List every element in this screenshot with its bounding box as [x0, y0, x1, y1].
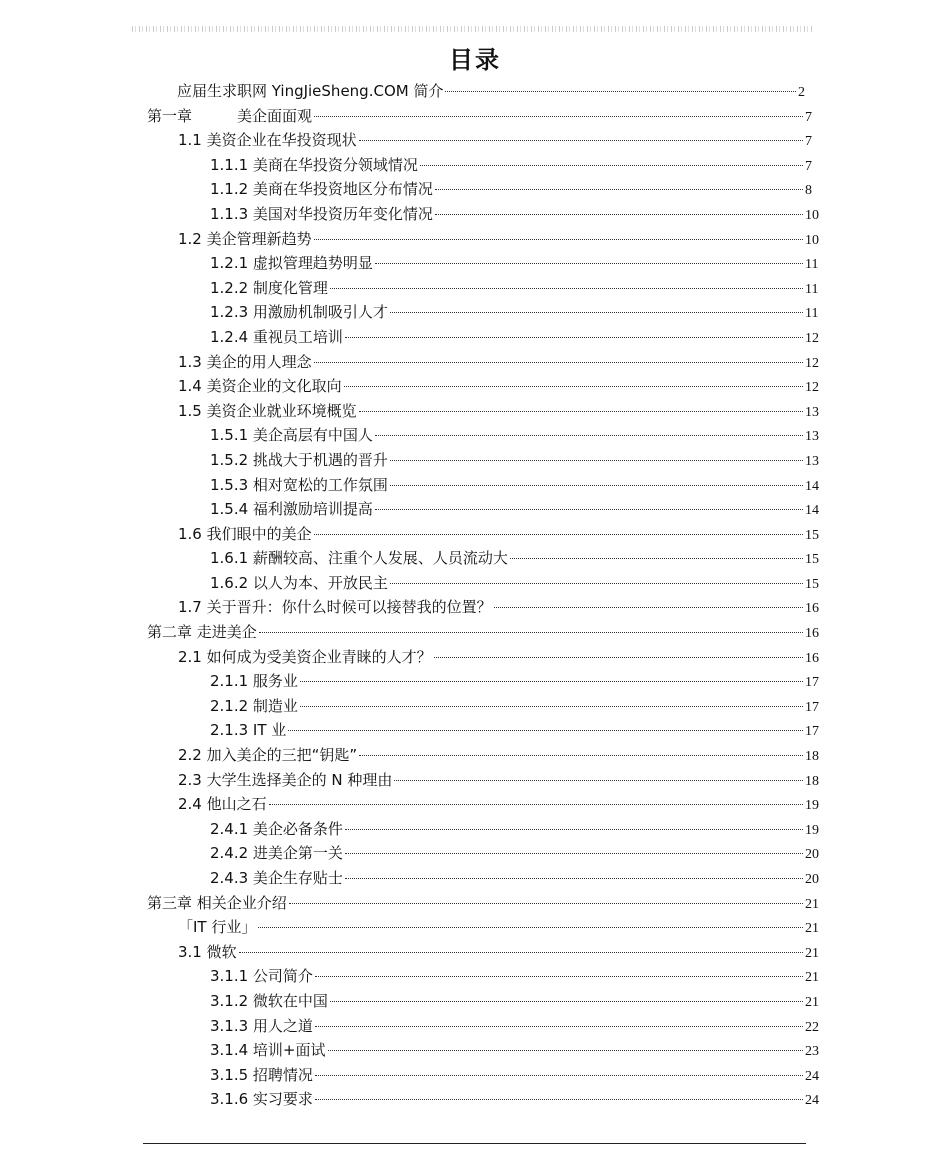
toc-entry-page-number: 22	[805, 1019, 819, 1035]
toc-entry-page-number: 17	[805, 699, 819, 715]
dot-leader	[390, 312, 803, 313]
toc-entry-page-number: 17	[805, 675, 819, 691]
dot-leader	[375, 263, 803, 264]
toc-entry-page-number: 2	[798, 85, 805, 100]
toc-entry-title: 1.6.2 以人为本、开放民主	[210, 573, 388, 592]
dot-leader	[375, 435, 803, 436]
toc-entry-page-number: 15	[805, 527, 819, 543]
toc-entry-page-number: 23	[805, 1044, 819, 1060]
toc-entry[interactable]	[0, 325, 950, 350]
dot-leader	[390, 485, 803, 486]
toc-entry-title: 1.4 美资企业的文化取向	[178, 377, 342, 396]
dot-leader	[359, 140, 803, 141]
toc-entry-title: 2.2 加入美企的三把“钥匙”	[178, 746, 358, 765]
toc-entry[interactable]	[0, 620, 950, 645]
dot-leader	[359, 755, 803, 756]
toc-entry[interactable]	[0, 595, 950, 620]
dot-leader	[330, 1001, 803, 1002]
dot-leader	[315, 1026, 803, 1027]
toc-entry-title: 1.5.4 福利激励培训提高	[210, 500, 373, 519]
toc-entry-page-number: 18	[805, 773, 819, 789]
toc-entry-title: 1.6.1 薪酬较高、注重个人发展、人员流动大	[210, 549, 508, 568]
dot-leader	[445, 91, 796, 92]
toc-entry-title: 1.2.3 用激励机制吸引人才	[210, 303, 388, 322]
toc-entry[interactable]	[0, 251, 950, 276]
toc-entry-page-number: 10	[805, 232, 819, 248]
dot-leader	[359, 411, 803, 412]
toc-entry-page-number: 12	[805, 330, 819, 346]
toc-entry-title: 2.4 他山之石	[178, 795, 267, 814]
toc-entry-title: 3.1.2 微软在中国	[210, 991, 328, 1010]
toc-entry-title: 3.1 微软	[178, 942, 237, 961]
toc-entry-title: 3.1.5 招聘情况	[210, 1065, 313, 1084]
toc-entry[interactable]	[0, 866, 950, 891]
toc-entry-title: 1.5 美资企业就业环境概览	[178, 401, 357, 420]
toc-entry-title: 应届生求职网 YingJieSheng.COM 简介	[177, 82, 444, 100]
toc-entry-title: 1.1.3 美国对华投资历年变化情况	[210, 204, 433, 223]
dot-leader	[390, 460, 803, 461]
dot-leader	[314, 239, 803, 240]
toc-entry-title: 3.1.6 实习要求	[210, 1090, 313, 1109]
toc-entry[interactable]	[0, 374, 950, 399]
toc-entry-title: 1.2.4 重视员工培训	[210, 327, 343, 346]
dot-leader	[300, 681, 803, 682]
toc-entry-title: 1.5.1 美企高层有中国人	[210, 426, 373, 445]
toc-entry-title: 1.5.3 相对宽松的工作氛围	[210, 475, 388, 494]
toc-entry[interactable]	[0, 522, 950, 547]
dot-leader	[344, 386, 803, 387]
toc-entry[interactable]	[0, 473, 950, 498]
toc-entry[interactable]	[0, 350, 950, 375]
scan-noise-strip	[132, 26, 812, 32]
toc-entry-page-number: 13	[805, 429, 819, 445]
toc-entry[interactable]	[0, 1087, 950, 1112]
dot-leader	[328, 1050, 803, 1051]
dot-leader	[314, 534, 803, 535]
toc-entry-page-number: 12	[805, 380, 819, 396]
dot-leader	[394, 780, 803, 781]
toc-entry[interactable]	[0, 177, 950, 202]
toc-entry-title: 2.4.2 进美企第一关	[210, 844, 343, 863]
toc-entry-title: 2.4.1 美企必备条件	[210, 819, 343, 838]
dot-leader	[435, 189, 803, 190]
dot-leader	[420, 165, 803, 166]
dot-leader	[269, 804, 803, 805]
toc-entry-page-number: 24	[805, 1093, 819, 1109]
toc-entry-page-number: 15	[805, 576, 819, 592]
dot-leader	[494, 607, 803, 608]
dot-leader	[315, 976, 803, 977]
dot-leader	[375, 509, 803, 510]
dot-leader	[345, 337, 803, 338]
toc-entry-page-number: 21	[805, 896, 819, 912]
toc-entry-page-number: 19	[805, 798, 819, 814]
toc-entry-page-number: 13	[805, 453, 819, 469]
toc-entry-title: 2.1.1 服务业	[210, 672, 298, 691]
toc-entry-title: 2.1 如何成为受美资企业青睐的人才？	[178, 647, 432, 666]
toc-entry-page-number: 7	[805, 109, 812, 125]
toc-entry-title: 「IT 行业」	[178, 918, 257, 937]
page-title: 目录	[449, 46, 501, 74]
toc-entry-page-number: 19	[805, 822, 819, 838]
dot-leader	[345, 829, 803, 830]
dot-leader	[314, 362, 803, 363]
toc-entry[interactable]	[0, 841, 950, 866]
toc-entry-title: 1.6 我们眼中的美企	[178, 524, 312, 543]
toc-entry-page-number: 11	[805, 306, 819, 322]
toc-entry-page-number: 10	[805, 207, 819, 223]
toc-entry-title: 2.1.3 IT 业	[210, 721, 287, 740]
dot-leader	[289, 903, 803, 904]
toc-entry-page-number: 17	[805, 724, 819, 740]
toc-entry-page-number: 11	[805, 281, 819, 297]
toc-entry-page-number: 7	[805, 158, 812, 174]
toc-entry[interactable]	[0, 546, 950, 571]
toc-entry[interactable]	[0, 989, 950, 1014]
dot-leader	[345, 853, 803, 854]
dot-leader	[315, 1099, 803, 1100]
toc-entry-page-number: 11	[805, 257, 819, 273]
dot-leader	[300, 706, 803, 707]
dot-leader	[258, 927, 803, 928]
toc-entry[interactable]	[0, 128, 950, 153]
dot-leader	[435, 214, 803, 215]
toc-entry[interactable]	[0, 423, 950, 448]
toc-entry-title: 3.1.4 培训+面试	[210, 1041, 326, 1060]
toc-entry-title: 2.1.2 制造业	[210, 696, 298, 715]
table-of-contents	[0, 79, 950, 1112]
toc-entry-title: 3.1.1 公司简介	[210, 967, 313, 986]
toc-entry[interactable]	[0, 1063, 950, 1088]
dot-leader	[239, 952, 803, 953]
toc-entry-page-number: 16	[805, 601, 819, 617]
toc-entry[interactable]	[0, 1014, 950, 1039]
bottom-rule	[143, 1143, 806, 1144]
dot-leader	[259, 632, 803, 633]
toc-entry[interactable]	[0, 497, 950, 522]
toc-entry[interactable]	[0, 669, 950, 694]
toc-entry-page-number: 16	[805, 626, 819, 642]
toc-entry-title: 第二章 走进美企	[147, 623, 257, 642]
toc-entry[interactable]	[0, 227, 950, 252]
toc-entry[interactable]	[0, 891, 950, 916]
toc-entry[interactable]	[0, 645, 950, 670]
toc-entry-title: 2.3 大学生选择美企的 N 种理由	[178, 770, 393, 789]
toc-entry[interactable]	[0, 300, 950, 325]
toc-entry-title: 1.1.1 美商在华投资分领域情况	[210, 155, 418, 174]
toc-entry-page-number: 8	[805, 183, 812, 199]
toc-entry-title: 1.5.2 挑战大于机遇的晋升	[210, 450, 388, 469]
toc-entry-title: 1.3 美企的用人理念	[178, 352, 312, 371]
toc-entry-page-number: 21	[805, 970, 819, 986]
toc-entry-title: 1.1.2 美商在华投资地区分布情况	[210, 180, 433, 199]
toc-entry[interactable]	[0, 743, 950, 768]
toc-entry-page-number: 15	[805, 552, 819, 568]
toc-entry-title: 第三章 相关企业介绍	[147, 893, 287, 912]
dot-leader	[314, 116, 803, 117]
toc-entry[interactable]	[0, 768, 950, 793]
toc-entry[interactable]	[0, 79, 950, 104]
toc-entry[interactable]	[0, 399, 950, 424]
toc-entry-page-number: 20	[805, 872, 819, 887]
toc-entry-title: 3.1.3 用人之道	[210, 1016, 313, 1035]
toc-entry[interactable]	[0, 694, 950, 719]
toc-entry[interactable]	[0, 571, 950, 596]
toc-entry[interactable]	[0, 202, 950, 227]
toc-entry[interactable]	[0, 276, 950, 301]
toc-entry[interactable]	[0, 718, 950, 743]
dot-leader	[510, 558, 803, 559]
toc-entry[interactable]	[0, 964, 950, 989]
toc-entry[interactable]	[0, 792, 950, 817]
dot-leader	[330, 288, 803, 289]
toc-entry-page-number: 18	[805, 749, 819, 765]
toc-entry-page-number: 13	[805, 404, 819, 420]
toc-entry[interactable]	[0, 915, 950, 940]
toc-entry-page-number: 21	[805, 921, 819, 937]
toc-entry[interactable]	[0, 104, 950, 129]
toc-entry[interactable]	[0, 940, 950, 965]
toc-entry-page-number: 20	[805, 847, 819, 863]
toc-entry-title: 1.7 关于晋升：你什么时候可以接替我的位置？	[178, 598, 492, 617]
toc-entry[interactable]	[0, 448, 950, 473]
dot-leader	[434, 657, 803, 658]
toc-entry[interactable]	[0, 1038, 950, 1063]
dot-leader	[345, 878, 803, 879]
toc-entry-page-number: 12	[805, 355, 819, 371]
dot-leader	[288, 730, 803, 731]
toc-entry-title: 1.2.2 制度化管理	[210, 278, 328, 297]
toc-entry-page-number: 21	[805, 994, 819, 1010]
toc-entry-title: 1.2 美企管理新趋势	[178, 229, 312, 248]
toc-entry-page-number: 7	[805, 134, 812, 150]
toc-entry-page-number: 21	[805, 945, 819, 961]
dot-leader	[390, 583, 803, 584]
toc-entry-title: 第一章 美企面面观	[147, 106, 313, 125]
dot-leader	[315, 1075, 803, 1076]
toc-entry-title: 2.4.3 美企生存贴士	[210, 869, 343, 887]
toc-entry[interactable]	[0, 817, 950, 842]
toc-entry-page-number: 14	[805, 503, 819, 519]
toc-entry-page-number: 14	[805, 478, 819, 494]
toc-entry-page-number: 16	[805, 650, 819, 666]
toc-entry-page-number: 24	[805, 1068, 819, 1084]
toc-entry[interactable]	[0, 153, 950, 178]
toc-entry-title: 1.2.1 虚拟管理趋势明显	[210, 254, 373, 273]
toc-entry-title: 1.1 美资企业在华投资现状	[178, 131, 357, 150]
